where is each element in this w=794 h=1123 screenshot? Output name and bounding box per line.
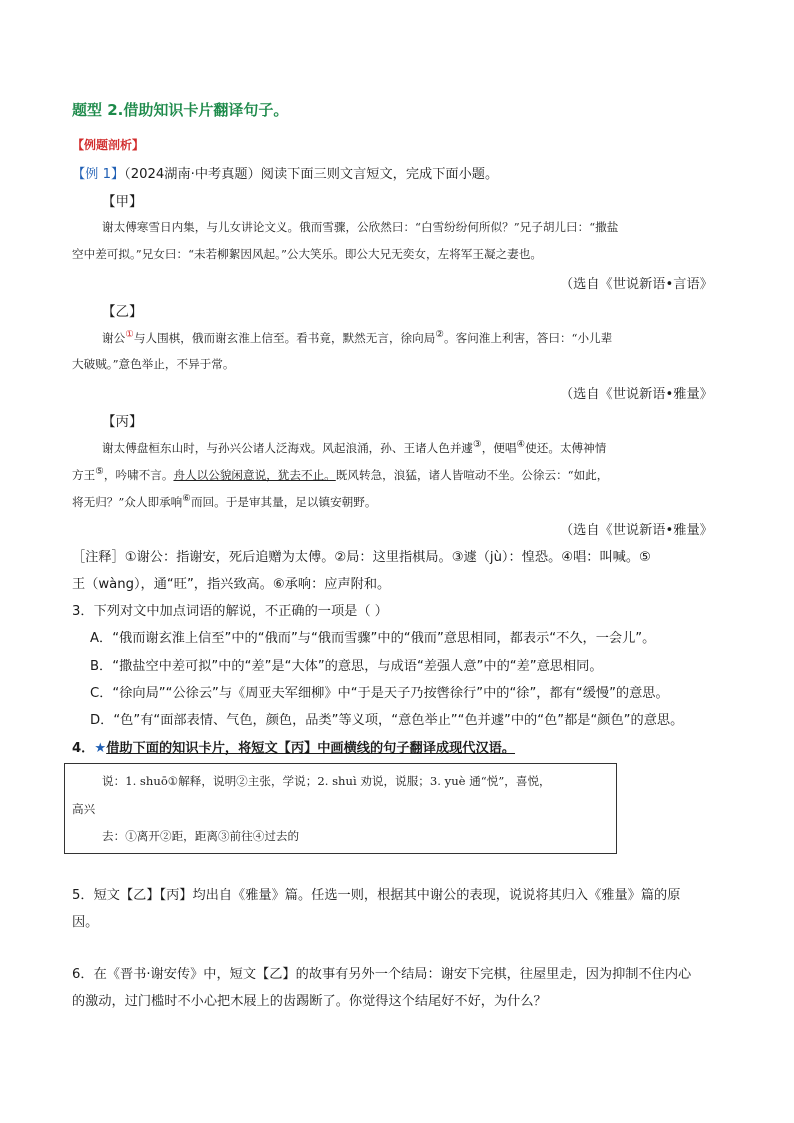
knowledge-card-line-3: 去：①离开②距，距离③前往④过去的 [102,829,300,843]
passage-yi-title: 【乙】 [102,304,143,320]
passage-jia-line-2: 空中差可拟。”兄女曰：“未若柳絮因风起。”公大笑乐。即公大兄无奕女，左将军王凝之妻也。 [72,247,542,261]
passage-yi-text-b: 与人围棋，俄而谢玄淮上信至。看书竟，默然无言，徐向局 [133,330,436,345]
passage-yi-line-2: 大破贼。”意色举止，不异于常。 [72,357,235,371]
star-icon: ★ [94,741,107,756]
passage-yi-source: （选自《世说新语•雅量》 [560,387,713,402]
passage-bing-text-c: 使还。太傅神情 [525,440,607,455]
note-marker-1: ① [125,329,134,340]
passage-bing-line-3 [72,493,376,510]
question-3-option-d: D．“色”有“面部表情、气色，颜色，品类”等义项，“意色举止”“色并遽”中的“色”都是“颜色”的意思。 [90,713,684,728]
passage-bing-text-g: 将无归？”众人即承响 [72,494,183,509]
passage-jia-line-1: 谢太傅寒雪日内集，与儿女讲论文义。俄而雪骤，公欣然曰：“白雪纷纷何所似？”兄子胡儿曰：“撒盐 [102,220,619,234]
passage-bing-text-d: 方王 [72,467,96,482]
question-3-stem: 3．下列对文中加点词语的解说，不正确的一项是（ ） [72,604,388,619]
passage-bing-title: 【丙】 [102,414,143,430]
underlined-sentence: 舟人以公貌闲意说，犹去不止。 [173,467,336,482]
question-3-option-c: C．“徐向局”“公徐云”与《周亚夫军细柳》中“于是天子乃按辔徐行”中的“徐”，都有“缓慢”的意思。 [90,686,669,701]
passage-bing-line-2 [72,466,608,483]
question-5-line-1: 5．短文【乙】【丙】均出自《雅量》篇。任选一则，根据其中谢公的表现，说说将其归入《雅量》篇的原 [72,888,681,903]
passage-yi-text-a: 谢公 [102,330,126,345]
question-4-text: 借助下面的知识卡片，将短文【丙】中画横线的句子翻译成现代汉语。 [106,741,516,756]
question-4 [72,737,515,756]
note-marker-5: ⑤ [95,466,104,477]
passage-yi-text-c: 。客问淮上利害，答曰：“小儿辈 [444,330,613,345]
notes-line-2: 王（wàng），通“旺”，指兴致高。⑥承响：应声附和。 [72,577,391,592]
notes-line-1: ［注释］①谢公：指谢安，死后追赠为太傅。②局：这里指棋局。③遽（jù）：惶恐。④唱：叫喊。⑤ [72,550,651,565]
passage-jia-title: 【甲】 [102,194,143,210]
example-intro [72,163,498,182]
section-tag: 【例题剖析】 [72,138,145,152]
example-intro-text: （2024湖南·中考真题）阅读下面三则文言短文，完成下面小题。 [124,167,499,182]
knowledge-card-line-1: 说：1. shuō①解释，说明②主张，学说；2. shuì 劝说，说服；3. yuè 通“悦”，喜悦， [102,774,551,788]
note-marker-4: ④ [516,439,526,450]
note-marker-3: ③ [473,439,482,450]
passage-bing-text-b: ，便唱 [481,440,517,455]
note-marker-6: ⑥ [182,493,191,504]
passage-bing-text-e: ，吟啸不言。 [103,467,174,482]
question-6-line-1: 6．在《晋书·谢安传》中，短文【乙】的故事有另外一个结局：谢安下完棋，往屋里走，因为抑制不住内心 [72,967,692,982]
question-6-line-2: 的激动，过门槛时不小心把木屐上的齿踢断了。你觉得这个结尾好不好，为什么？ [72,994,547,1009]
question-3-option-a: A．“俄而谢玄淮上信至”中的“俄而”与“俄而雪骤”中的“俄而”意思相同，都表示“不久，一会儿”。 [90,631,656,646]
passage-jia-source: （选自《世说新语•言语》 [560,277,713,292]
question-5-line-2: 因。 [72,915,99,930]
knowledge-card-line-2: 高兴 [72,802,96,816]
passage-bing-line-1 [102,439,606,456]
question-4-number: 4． [72,741,95,756]
question-3-option-b: B．“撒盐空中差可拟”中的“差”是“大体”的意思，与成语“差强人意”中的“差”意思相同。 [90,659,603,674]
passage-bing-text-h: 而回。于是审其量，足以镇安朝野。 [190,494,377,509]
passage-bing-source: （选自《世说新语•雅量》 [560,523,713,538]
passage-bing-text-f: 既风转急，浪猛，诸人皆喧动不坐。公徐云：“如此， [335,467,609,482]
passage-yi-line-1 [102,329,612,346]
passage-bing-text-a: 谢太傅盘桓东山时，与孙兴公诸人泛海戏。风起浪涌，孙、王诸人色并遽 [102,440,474,455]
example-label: 【例 1】 [72,167,125,182]
note-marker-2: ② [435,329,444,340]
section-heading: 题型 2.借助知识卡片翻译句子。 [72,101,289,119]
